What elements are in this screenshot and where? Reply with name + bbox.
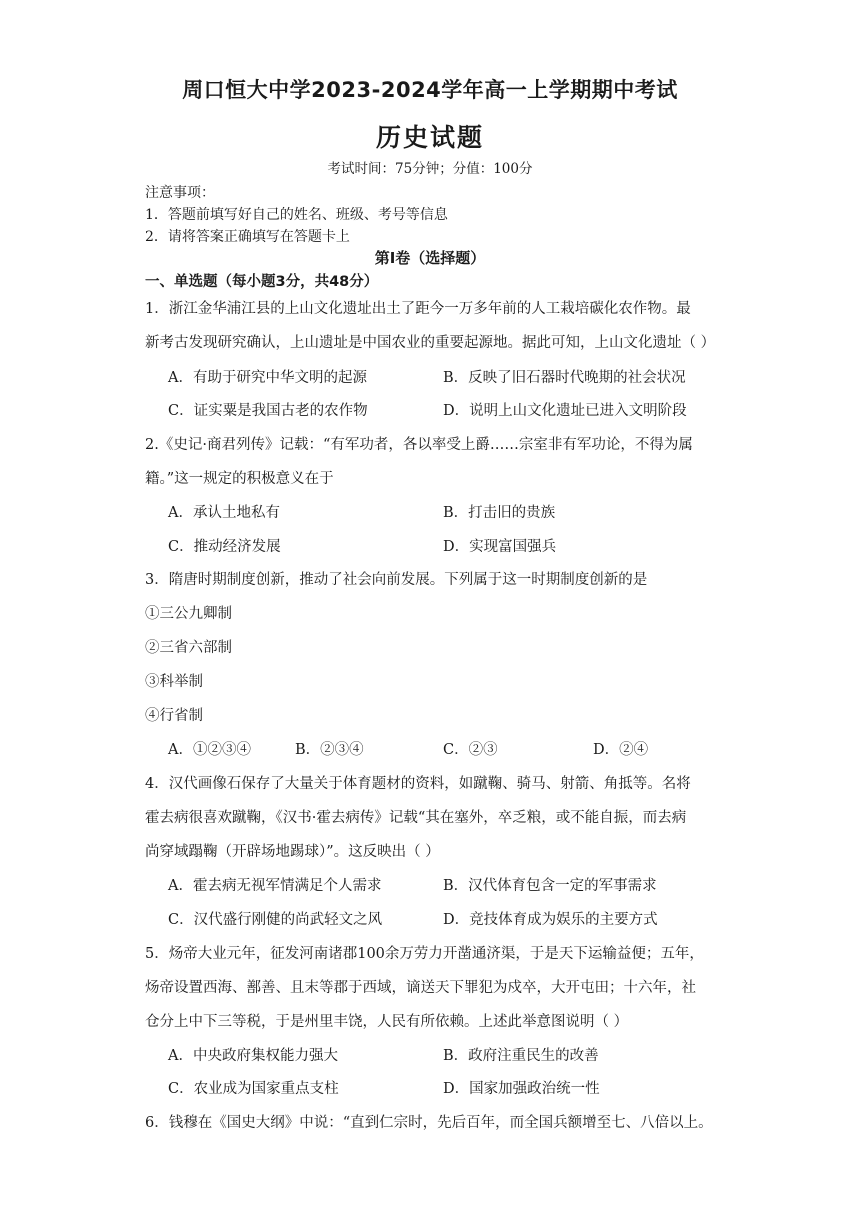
question-3-item: ③科举制 <box>145 674 203 690</box>
question-5-stem: 5．炀帝大业元年，征发河南诸郡100余万劳力开凿通济渠，于是天下运输益便；五年， <box>145 946 704 962</box>
question-4-stem: 尚穿域蹋鞠（开辟场地踢球）”。这反映出（ ） <box>145 844 440 860</box>
question-4-option-d[interactable]: D．竞技体育成为娱乐的主要方式 <box>443 912 658 928</box>
note-item: 2．请将答案正确填写在答题卡上 <box>145 229 350 245</box>
question-5-option-a[interactable]: A．中央政府集权能力强大 <box>168 1048 338 1064</box>
question-3-item: ①三公九卿制 <box>145 606 232 622</box>
question-2-option-d[interactable]: D．实现富国强兵 <box>443 539 557 555</box>
question-5-stem: 仓分上中下三等税，于是州里丰饶，人民有所依赖。上述此举意图说明（ ） <box>145 1014 629 1030</box>
question-1-option-b[interactable]: B．反映了旧石器时代晚期的社会状况 <box>443 370 686 386</box>
question-1-stem: 1．浙江金华浦江县的上山文化遗址出土了距今一万多年前的人工栽培碳化农作物。最 <box>145 301 691 317</box>
question-4-stem: 4．汉代画像石保存了大量关于体育题材的资料，如蹴鞠、骑马、射箭、角抵等。名将 <box>145 776 691 792</box>
question-5-stem: 炀帝设置西海、鄯善、且末等郡于西域，谪送天下罪犯为戍卒，大开屯田；十六年，社 <box>145 980 696 996</box>
question-3-option-b[interactable]: B．②③④ <box>295 742 364 758</box>
question-1-option-a[interactable]: A．有助于研究中华文明的起源 <box>168 370 367 386</box>
question-4-option-b[interactable]: B．汉代体育包含一定的军事需求 <box>443 878 657 894</box>
question-5-option-c[interactable]: C．农业成为国家重点支柱 <box>168 1081 339 1097</box>
question-5-option-b[interactable]: B．政府注重民生的改善 <box>443 1048 599 1064</box>
part-heading: 一、单选题（每小题3分，共48分） <box>145 274 379 290</box>
exam-meta: 考试时间：75分钟；分值：100分 <box>327 161 533 177</box>
exam-subtitle: 历史试题 <box>375 123 484 152</box>
question-2-stem: 2.《史记·商君列传》记载：“有军功者，各以率受上爵……宗室非有军功论，不得为属 <box>145 437 693 453</box>
notes-heading: 注意事项： <box>145 185 215 201</box>
note-item: 1．答题前填写好自己的姓名、班级、考号等信息 <box>145 207 448 223</box>
question-4-option-c[interactable]: C．汉代盛行刚健的尚武轻文之风 <box>168 912 383 928</box>
question-6-stem: 6．钱穆在《国史大纲》中说：“直到仁宗时，先后百年，而全国兵额增至七、八倍以上。 <box>145 1115 713 1131</box>
question-5-option-d[interactable]: D．国家加强政治统一性 <box>443 1081 600 1097</box>
question-2-option-a[interactable]: A．承认土地私有 <box>168 505 280 521</box>
question-3-option-d[interactable]: D．②④ <box>593 742 649 758</box>
exam-title: 周口恒大中学2023-2024学年高一上学期期中考试 <box>182 78 678 102</box>
question-1-option-d[interactable]: D．说明上山文化遗址已进入文明阶段 <box>443 403 687 419</box>
question-1-option-c[interactable]: C．证实粟是我国古老的农作物 <box>168 403 368 419</box>
question-3-stem: 3．隋唐时期制度创新，推动了社会向前发展。下列属于这一时期制度创新的是 <box>145 572 648 588</box>
question-4-option-a[interactable]: A．霍去病无视军情满足个人需求 <box>168 878 382 894</box>
question-2-option-b[interactable]: B．打击旧的贵族 <box>443 505 556 521</box>
question-1-stem: 新考古发现研究确认，上山遗址是中国农业的重要起源地。据此可知，上山文化遗址（ ） <box>145 335 716 351</box>
question-2-option-c[interactable]: C．推动经济发展 <box>168 539 281 555</box>
section-title: 第Ⅰ卷（选择题） <box>374 249 486 267</box>
question-3-option-a[interactable]: A．①②③④ <box>168 742 251 758</box>
question-3-item: ④行省制 <box>145 708 203 724</box>
question-2-stem: 籍。”这一规定的积极意义在于 <box>145 471 334 487</box>
question-3-option-c[interactable]: C．②③ <box>443 742 498 758</box>
question-4-stem: 霍去病很喜欢蹴鞠，《汉书·霍去病传》记载“其在塞外，卒乏粮，或不能自振，而去病 <box>145 810 687 826</box>
question-3-item: ②三省六部制 <box>145 640 232 656</box>
